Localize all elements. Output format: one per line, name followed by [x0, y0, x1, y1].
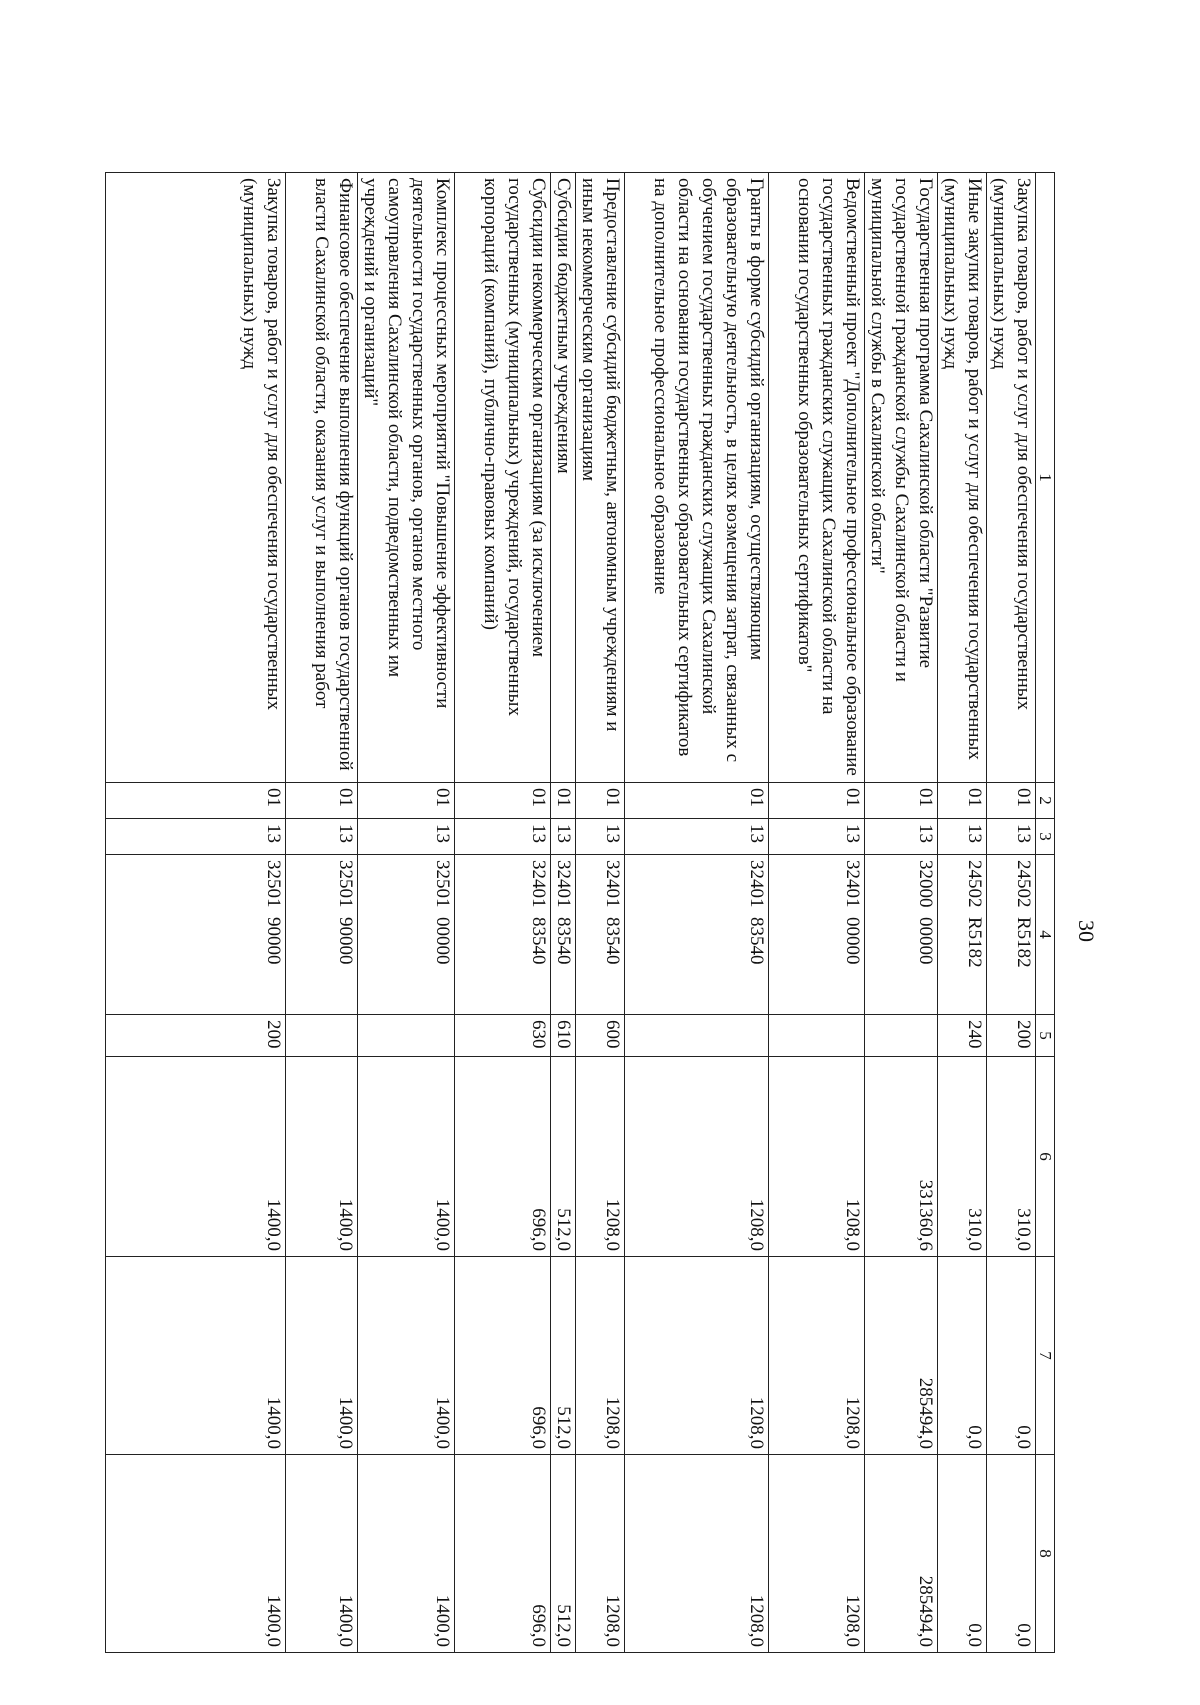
row-expense-type: 240 — [938, 1015, 987, 1057]
row-value-7: 1400,0 — [358, 1257, 455, 1455]
row-expense-type — [286, 1015, 358, 1057]
row-name: Субсидии бюджетным учреждениям — [551, 173, 576, 783]
header-col-8: 8 — [1036, 1455, 1055, 1653]
row-value-7: 696,0 — [455, 1257, 551, 1455]
row-target-article: 32501 90000 — [286, 855, 358, 1015]
budget-table — [105, 172, 1055, 1653]
row-value-8: 0,0 — [938, 1455, 987, 1653]
row-section-code: 01 — [865, 783, 938, 819]
row-name: Предоставление субсидий бюджетным, автономным учреждениям и иным некоммерческим организациям — [576, 173, 625, 783]
row-value-6: 331360,6 — [865, 1057, 938, 1257]
row-section-code: 01 — [576, 783, 625, 819]
row-subsection-code: 13 — [106, 819, 286, 855]
row-name: Комплекс процессных мероприятий "Повышение эффективности деятельности государственных органов, органов местного самоуправления Сахалинской области, подведомственных им учреждений и организаций" — [358, 173, 455, 783]
row-target-article: 32501 90000 — [106, 855, 286, 1015]
row-value-6: 1208,0 — [625, 1057, 769, 1257]
row-name: Гранты в форме субсидий организациям, осуществляющим образовательную деятельность, в целях возмещения затрат, связанных с обучением государственных гражданских служащих Сахалинской области на основании государственных образовательных сертификатов на дополнительное профессиональное образование — [625, 173, 769, 783]
header-col-5: 5 — [1036, 1015, 1055, 1057]
row-subsection-code: 13 — [551, 819, 576, 855]
row-value-8: 1400,0 — [286, 1455, 358, 1653]
header-col-2: 2 — [1036, 783, 1055, 819]
row-section-code: 01 — [938, 783, 987, 819]
row-value-6: 1400,0 — [358, 1057, 455, 1257]
row-name: Закупка товаров, работ и услуг для обеспечения государственных (муниципальных) нужд — [106, 173, 286, 783]
table-row — [576, 173, 625, 1653]
header-col-7: 7 — [1036, 1257, 1055, 1455]
row-expense-type — [865, 1015, 938, 1057]
row-target-article: 24502 R5182 — [987, 855, 1036, 1015]
table-row — [106, 173, 286, 1653]
table-row — [551, 173, 576, 1653]
row-name: Ведомственный проект "Дополнительное профессиональное образование государственных гражданских служащих Сахалинской области на основании государственных образовательных сертификатов" — [769, 173, 865, 783]
row-value-6: 310,0 — [938, 1057, 987, 1257]
row-subsection-code: 13 — [769, 819, 865, 855]
row-name: Финансовое обеспечение выполнения функций органов государственной власти Сахалинской области, оказания услуг и выполнения работ — [286, 173, 358, 783]
table-header — [1036, 173, 1055, 1653]
row-expense-type: 630 — [455, 1015, 551, 1057]
row-target-article: 32000 00000 — [865, 855, 938, 1015]
row-section-code: 01 — [551, 783, 576, 819]
table-row — [286, 173, 358, 1653]
row-section-code: 01 — [286, 783, 358, 819]
row-value-6: 1400,0 — [106, 1057, 286, 1257]
row-value-8: 512,0 — [551, 1455, 576, 1653]
rotated-table-container — [105, 172, 1055, 1652]
row-subsection-code: 13 — [455, 819, 551, 855]
row-subsection-code: 13 — [987, 819, 1036, 855]
table-row — [455, 173, 551, 1653]
row-section-code: 01 — [106, 783, 286, 819]
row-value-6: 310,0 — [987, 1057, 1036, 1257]
row-value-7: 1400,0 — [106, 1257, 286, 1455]
row-expense-type: 600 — [576, 1015, 625, 1057]
row-name: Государственная программа Сахалинской области "Развитие государственной гражданской службы Сахалинской области и муниципальной службы в Сахалинской области" — [865, 173, 938, 783]
row-value-8: 1208,0 — [576, 1455, 625, 1653]
row-value-6: 1208,0 — [576, 1057, 625, 1257]
row-value-7: 0,0 — [987, 1257, 1036, 1455]
row-target-article: 32501 00000 — [358, 855, 455, 1015]
header-col-6: 6 — [1036, 1057, 1055, 1257]
row-value-7: 0,0 — [938, 1257, 987, 1455]
table-row — [938, 173, 987, 1653]
row-expense-type — [769, 1015, 865, 1057]
row-value-8: 1400,0 — [106, 1455, 286, 1653]
row-expense-type: 610 — [551, 1015, 576, 1057]
table-row — [358, 173, 455, 1653]
row-value-7: 285494,0 — [865, 1257, 938, 1455]
row-target-article: 32401 83540 — [625, 855, 769, 1015]
row-name: Иные закупки товаров, работ и услуг для обеспечения государственных (муниципальных) нужд — [938, 173, 987, 783]
table-row — [625, 173, 769, 1653]
row-value-7: 1208,0 — [576, 1257, 625, 1455]
row-expense-type — [358, 1015, 455, 1057]
row-value-8: 1208,0 — [625, 1455, 769, 1653]
row-section-code: 01 — [625, 783, 769, 819]
header-col-3: 3 — [1036, 819, 1055, 855]
row-value-6: 1400,0 — [286, 1057, 358, 1257]
row-target-article: 32401 00000 — [769, 855, 865, 1015]
row-section-code: 01 — [769, 783, 865, 819]
row-value-8: 285494,0 — [865, 1455, 938, 1653]
row-target-article: 24502 R5182 — [938, 855, 987, 1015]
row-value-8: 1400,0 — [358, 1455, 455, 1653]
row-section-code: 01 — [358, 783, 455, 819]
row-subsection-code: 13 — [938, 819, 987, 855]
row-section-code: 01 — [987, 783, 1036, 819]
header-col-1: 1 — [1036, 173, 1055, 783]
page-number: 30 — [1074, 920, 1099, 942]
table-row — [769, 173, 865, 1653]
row-value-7: 1400,0 — [286, 1257, 358, 1455]
row-target-article: 32401 83540 — [551, 855, 576, 1015]
row-value-8: 696,0 — [455, 1455, 551, 1653]
row-value-7: 1208,0 — [625, 1257, 769, 1455]
row-section-code: 01 — [455, 783, 551, 819]
row-target-article: 32401 83540 — [576, 855, 625, 1015]
row-subsection-code: 13 — [286, 819, 358, 855]
row-name: Закупка товаров, работ и услуг для обеспечения государственных (муниципальных) нужд — [987, 173, 1036, 783]
row-value-8: 1208,0 — [769, 1455, 865, 1653]
row-value-7: 512,0 — [551, 1257, 576, 1455]
row-expense-type — [625, 1015, 769, 1057]
table-row — [865, 173, 938, 1653]
row-value-7: 1208,0 — [769, 1257, 865, 1455]
row-subsection-code: 13 — [358, 819, 455, 855]
row-expense-type: 200 — [106, 1015, 286, 1057]
row-expense-type: 200 — [987, 1015, 1036, 1057]
row-value-6: 512,0 — [551, 1057, 576, 1257]
row-subsection-code: 13 — [576, 819, 625, 855]
row-subsection-code: 13 — [625, 819, 769, 855]
row-value-6: 696,0 — [455, 1057, 551, 1257]
header-col-4: 4 — [1036, 855, 1055, 1015]
row-target-article: 32401 83540 — [455, 855, 551, 1015]
table-row — [987, 173, 1036, 1653]
row-value-8: 0,0 — [987, 1455, 1036, 1653]
row-name: Субсидии некоммерческим организациям (за исключением государственных (муниципальных) учреждений, государственных корпораций (компаний), публично-правовых компаний) — [455, 173, 551, 783]
row-value-6: 1208,0 — [769, 1057, 865, 1257]
row-subsection-code: 13 — [865, 819, 938, 855]
